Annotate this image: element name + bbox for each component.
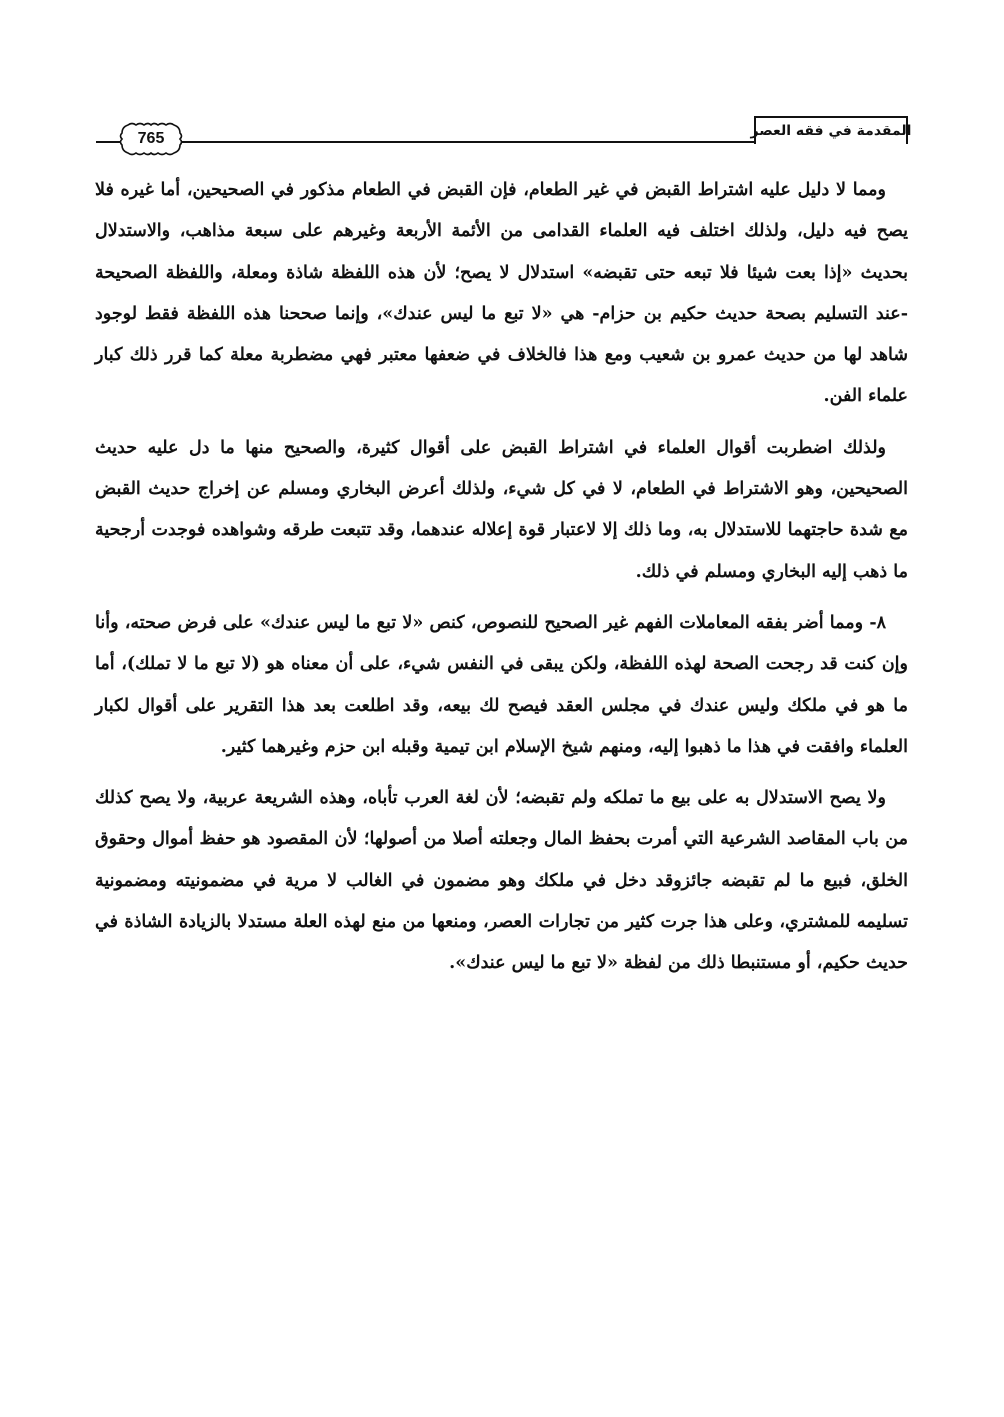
- paragraph: ٨- ومما أضر بفقه المعاملات الفهم غير الصحيح للنصوص، كنص «لا تبع ما ليس عندك» على فرض صحته، وأنا وإن كنت قد رجحت الصحة لهذه اللفظة، ولكن يبقى في النفس شيء، على أن معناه هو (لا تبع ما لا تملك)، أما ما هو في ملكك وليس عندك في مجلس العقد فيصح لك بيعه، وقد اطلعت بعد هذا التقرير على أقوال لكبار العلماء وافقت في هذا ما ذهبوا إليه، ومنهم شيخ الإسلام ابن تيمية وقبله ابن حزم وغيرهما كثير.: [95, 612, 908, 757]
- page-number-badge: [118, 121, 184, 157]
- book-title: المقدمة في فقه العصر: [750, 123, 912, 139]
- paragraph: ومما لا دليل عليه اشتراط القبض في غير الطعام، فإن القبض في الطعام مذكور في الصحيحين، أما غيره فلا يصح فيه دليل، ولذلك اختلف فيه العلماء القدامى من الأئمة الأربعة وغيرهم على سبعة مذاهب، والاستدلال بحديث «إذا بعت شيئا فلا تبعه حتى تقبضه» استدلال لا يصح؛ لأن هذه اللفظة شاذة ومعلة، واللفظة الصحيحة -عند التسليم بصحة حديث حكيم بن حزام- هي «لا تبع ما ليس عندك»، وإنما صححنا هذه اللفظة فقط لوجود شاهد لها من حديث عمرو بن شعيب ومع هذا فالخلاف في ضعفها معتبر فهي مضطربة معلة كما قرر ذلك كبار علماء الفن.: [95, 180, 908, 407]
- paragraph: ولا يصح الاستدلال به على بيع ما تملكه ولم تقبضه؛ لأن لغة العرب تأباه، وهذه الشريعة عربية، ولا يصح كذلك من باب المقاصد الشرعية التي أمرت بحفظ المال وجعلته أصلا من أصولها؛ لأن المقصود هو حفظ أموال وحقوق الخلق، فبيع ما لم تقبضه جائزوقد دخل في ملكك وهو مضمون في الغالب لا مرية في مضمونيته ومضمونية تسليمه للمشتري، وعلى هذا جرت كثير من تجارات العصر، ومنعها من منع لهذه العلة مستدلا بالزيادة الشاذة في حديث حكيم، أو مستنبطا ذلك من لفظة «لا تبع ما ليس عندك».: [95, 788, 908, 974]
- body-text: [95, 170, 908, 995]
- running-header-title: [750, 116, 912, 144]
- page-number: 765: [137, 130, 165, 147]
- paragraph: ولذلك اضطربت أقوال العلماء في اشتراط القبض على أقوال كثيرة، والصحيح منها ما دل عليه حديث الصحيحين، وهو الاشتراط في الطعام، لا في كل شيء، ولذلك أعرض البخاري ومسلم عن إخراج حديث القبض مع شدة حاجتهما للاستدلال به، وما ذلك إلا لاعتبار قوة إعلاله عندهما، وقد تتبعت طرقه وشواهده فوجدت أرجحية ما ذهب إليه البخاري ومسلم في ذلك.: [95, 437, 908, 582]
